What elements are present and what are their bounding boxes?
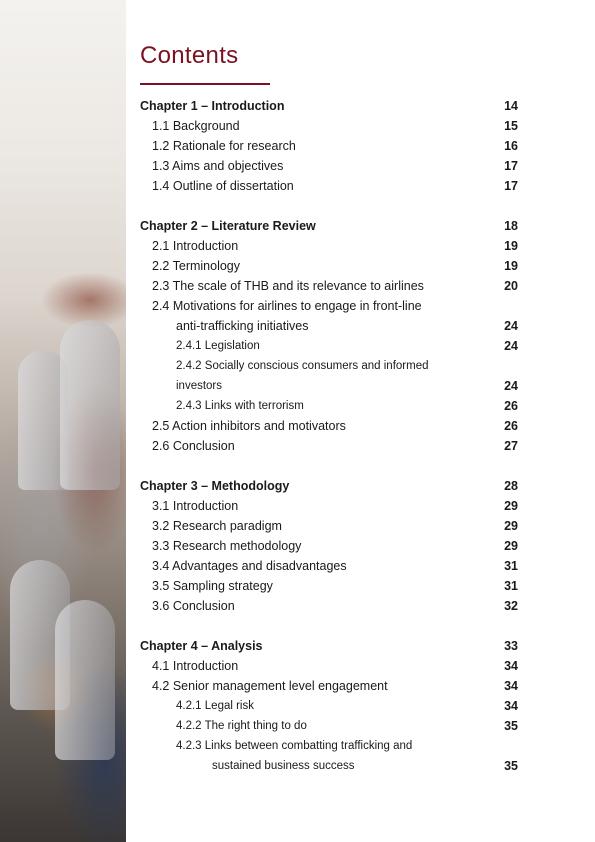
toc-page-number: 29 <box>504 499 518 513</box>
toc-entry[interactable] <box>140 136 518 156</box>
toc-label: 1.2 Rationale for research <box>152 139 296 153</box>
toc-subentry[interactable] <box>140 736 518 756</box>
toc-entry[interactable] <box>140 256 518 276</box>
toc-label: 4.1 Introduction <box>152 659 239 673</box>
toc-entry[interactable] <box>140 176 518 196</box>
toc-page-number: 28 <box>504 479 518 493</box>
toc-page-number: 32 <box>504 599 518 613</box>
toc-page-number: 34 <box>504 679 518 693</box>
toc-label: Chapter 2 – Literature Review <box>140 219 316 233</box>
toc-label: 2.3 The scale of THB and its relevance to airlines <box>152 279 424 293</box>
toc-page-number: 29 <box>504 519 518 533</box>
toc-entry[interactable] <box>140 596 518 616</box>
toc-page-number: 19 <box>504 259 518 273</box>
toc-label: investors <box>176 380 223 392</box>
toc-entry[interactable] <box>140 156 518 176</box>
toc-page-number: 34 <box>504 659 518 673</box>
toc-label: 2.4.3 Links with terrorism <box>176 400 304 412</box>
toc-chapter[interactable] <box>140 216 518 236</box>
toc-entry[interactable] <box>140 536 518 556</box>
toc-page-number: 17 <box>504 179 518 193</box>
toc-label: Chapter 4 – Analysis <box>140 639 263 653</box>
toc-label: 2.1 Introduction <box>152 239 239 253</box>
toc-label: 3.3 Research methodology <box>152 539 302 553</box>
toc-entry[interactable] <box>140 656 518 676</box>
toc-entry[interactable] <box>140 496 518 516</box>
toc-subentry-continuation[interactable] <box>140 376 518 396</box>
toc-entry[interactable] <box>140 516 518 536</box>
toc-entry[interactable] <box>140 116 518 136</box>
toc-page-number: 18 <box>504 219 518 233</box>
toc-page-number: 26 <box>504 399 518 413</box>
toc-chapter[interactable] <box>140 636 518 656</box>
toc-label: 1.3 Aims and objectives <box>152 159 284 173</box>
toc-label: 1.4 Outline of dissertation <box>152 179 294 193</box>
toc-entry[interactable] <box>140 576 518 596</box>
toc-subentry[interactable] <box>140 336 518 356</box>
toc-page-number: 24 <box>504 379 518 393</box>
seat-back <box>55 600 115 760</box>
toc-label: Chapter 3 – Methodology <box>140 479 290 493</box>
toc-page-number: 31 <box>504 579 518 593</box>
toc-label: 3.4 Advantages and disadvantages <box>152 559 347 573</box>
toc-entry[interactable] <box>140 296 518 316</box>
toc-label: 2.4.2 Socially conscious consumers and informed <box>176 360 429 372</box>
toc-label: 2.6 Conclusion <box>152 439 235 453</box>
toc-label: 4.2.1 Legal risk <box>176 700 254 712</box>
toc-entry[interactable] <box>140 236 518 256</box>
toc-page-number: 33 <box>504 639 518 653</box>
toc-label: Chapter 1 – Introduction <box>140 99 285 113</box>
toc-page-number: 15 <box>504 119 518 133</box>
toc-subentry[interactable] <box>140 696 518 716</box>
toc-page-number: 35 <box>504 759 518 773</box>
toc-entry[interactable] <box>140 416 518 436</box>
toc-label: 4.2 Senior management level engagement <box>152 679 388 693</box>
toc-page-number: 19 <box>504 239 518 253</box>
toc-label: sustained business success <box>212 760 355 772</box>
toc-label: 2.4.1 Legislation <box>176 340 260 352</box>
toc-label: 3.6 Conclusion <box>152 599 235 613</box>
toc-entry[interactable] <box>140 676 518 696</box>
toc-subentry-continuation[interactable] <box>140 756 518 776</box>
toc-label: 3.2 Research paradigm <box>152 519 282 533</box>
toc-page-number: 17 <box>504 159 518 173</box>
toc-label: 2.5 Action inhibitors and motivators <box>152 419 346 433</box>
toc-page-number: 16 <box>504 139 518 153</box>
toc-page-number: 29 <box>504 539 518 553</box>
toc-label: 2.2 Terminology <box>152 259 241 273</box>
contents-page <box>140 0 520 842</box>
toc-subentry[interactable] <box>140 356 518 376</box>
toc-page-number: 20 <box>504 279 518 293</box>
toc-label: 1.1 Background <box>152 119 240 133</box>
toc-page-number: 34 <box>504 699 518 713</box>
toc-chapter[interactable] <box>140 476 518 496</box>
toc-entry[interactable] <box>140 556 518 576</box>
toc-subentry[interactable] <box>140 396 518 416</box>
toc-page-number: 14 <box>504 99 518 113</box>
toc-page-number: 24 <box>504 339 518 353</box>
toc-entry[interactable] <box>140 276 518 296</box>
toc-chapter[interactable] <box>140 96 518 116</box>
toc-page-number: 24 <box>504 319 518 333</box>
toc-page-number: 31 <box>504 559 518 573</box>
toc-label: 4.2.3 Links between combatting trafficking and <box>176 740 413 752</box>
toc-label: 3.1 Introduction <box>152 499 239 513</box>
toc-label: 4.2.2 The right thing to do <box>176 720 307 732</box>
toc-label: 2.4 Motivations for airlines to engage in front-line <box>152 299 422 313</box>
toc-page-number: 35 <box>504 719 518 733</box>
toc-subentry[interactable] <box>140 716 518 736</box>
toc-page-number: 26 <box>504 419 518 433</box>
title-underline <box>140 83 270 85</box>
toc-entry-continuation[interactable] <box>140 316 518 336</box>
seat-back <box>60 320 120 490</box>
cabin-photo <box>0 0 126 842</box>
toc-label: anti-trafficking initiatives <box>176 319 309 333</box>
toc-label: 3.5 Sampling strategy <box>152 579 273 593</box>
toc-entry[interactable] <box>140 436 518 456</box>
page-title: Contents <box>140 42 239 69</box>
toc-page-number: 27 <box>504 439 518 453</box>
